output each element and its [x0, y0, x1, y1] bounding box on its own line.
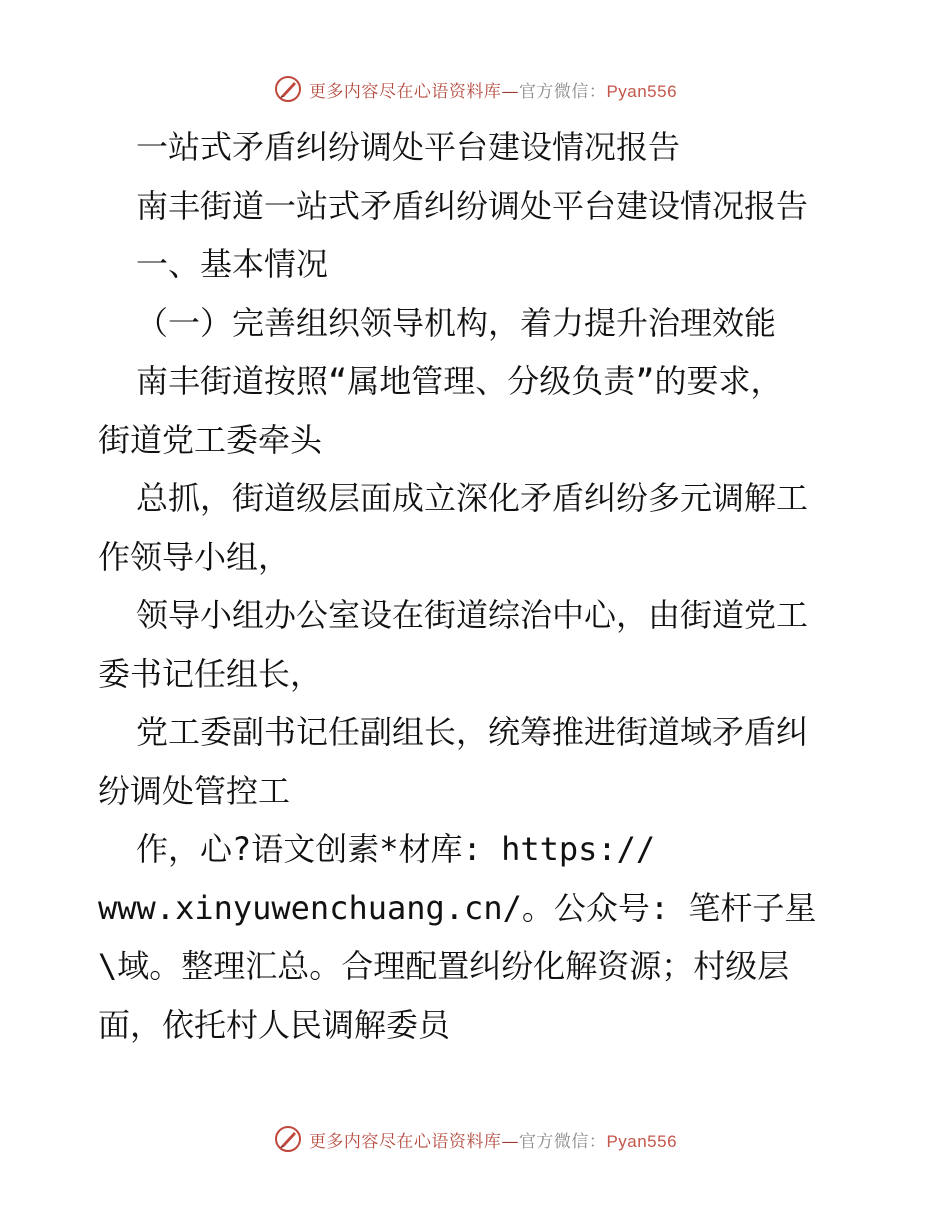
- document-line: 作领导小组，: [98, 537, 291, 576]
- document-body: [98, 118, 858, 1054]
- document-line: 党工委副书记任副组长，统筹推进街道域矛盾纠: [136, 713, 809, 751]
- document-line: 面，依托村人民调解委员: [98, 1005, 451, 1044]
- document-line: 总抓，街道级层面成立深化矛盾纠纷多元调解工: [136, 479, 809, 517]
- quill-logo-icon: [273, 74, 303, 104]
- document-line: 纷调处管控工: [98, 771, 291, 810]
- document-line: 一、基本情况: [136, 245, 329, 283]
- watermark-footer: [0, 1124, 950, 1154]
- document-line: 南丰街道一站式矛盾纠纷调处平台建设情况报告: [136, 186, 809, 225]
- document-line: 街道党工委牵头: [98, 420, 323, 459]
- watermark-id: Pyan556: [606, 1131, 678, 1151]
- document-line: 领导小组办公室设在街道综治中心，由街道党工: [136, 596, 809, 634]
- document-line: www.xinyuwenchuang.cn/。公众号: 笔杆子星: [98, 888, 817, 927]
- watermark-id: Pyan556: [606, 81, 678, 101]
- watermark-main: 更多内容尽在心语资料库: [308, 1131, 502, 1152]
- watermark-header: [0, 74, 950, 104]
- document-line: 委书记任组长，: [98, 654, 323, 693]
- document-line: 作，心?语文创素*材库: https://: [136, 830, 656, 868]
- document-line: 南丰街道按照“属地管理、分级负责”的要求，: [136, 362, 783, 400]
- document-line: \域。整理汇总。合理配置纠纷化解资源；村级层: [98, 947, 790, 985]
- document-line: （一）完善组织领导机构，着力提升治理效能: [136, 303, 777, 342]
- document-line: 一站式矛盾纠纷调处平台建设情况报告: [136, 128, 681, 166]
- watermark-dash: —: [501, 81, 519, 102]
- quill-logo-icon: [273, 1124, 303, 1154]
- watermark-side: 官方微信：: [518, 1131, 607, 1152]
- watermark-dash: —: [501, 1131, 519, 1152]
- watermark-main: 更多内容尽在心语资料库: [308, 81, 502, 102]
- watermark-side: 官方微信：: [518, 81, 607, 102]
